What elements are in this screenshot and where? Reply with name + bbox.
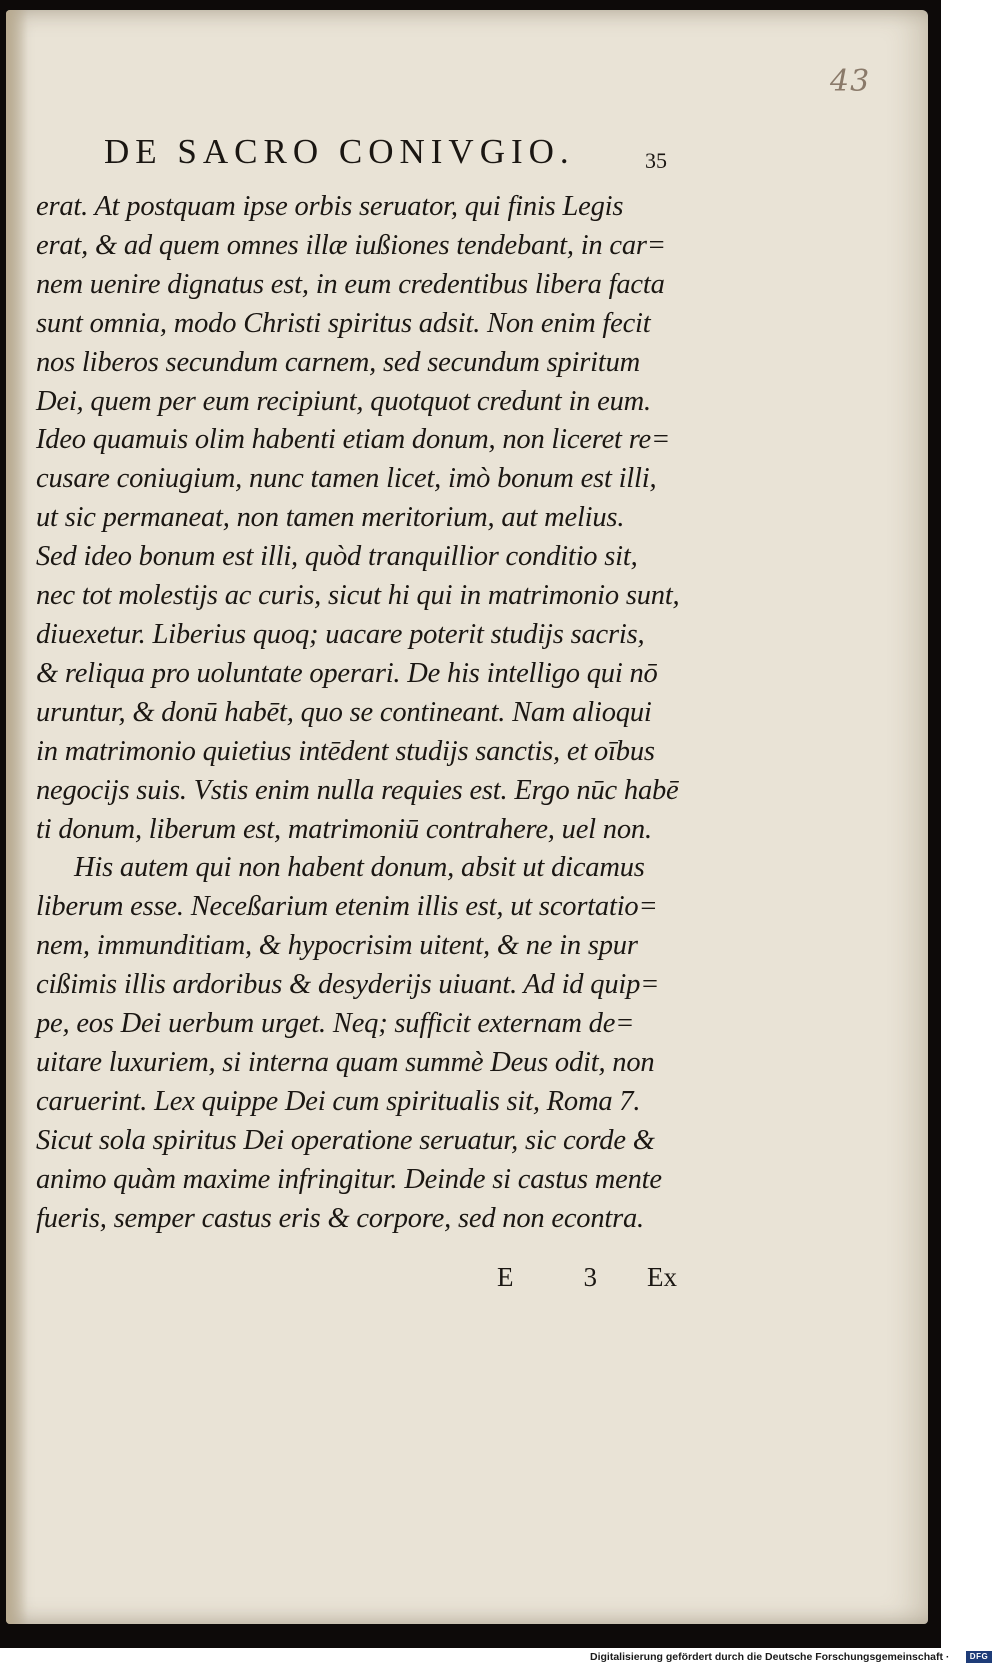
text-line: animo quàm maxime infringitur. Deinde si castus mente: [36, 1163, 662, 1195]
text-line: fueris, semper castus eris & corpore, sed non econtra.: [36, 1202, 644, 1234]
text-line: ut sic permaneat, non tamen meritorium, aut melius.: [36, 502, 625, 534]
catchword: Ex: [647, 1262, 677, 1292]
text-line: Sed ideo bonum est illi, quòd tranquillior conditio sit,: [36, 541, 638, 573]
text-line: liberum esse. Neceßarium etenim illis est, ut scortatio=: [36, 891, 658, 923]
text-line-paragraph-start: His autem qui non habent donum, absit ut dicamus: [74, 852, 645, 884]
text-line: cißimis illis ardoribus & desyderijs uiuant. Ad id quip=: [36, 969, 660, 1001]
text-line: & reliqua pro uoluntate operari. De his intelligo qui nō: [36, 657, 658, 689]
signature-letter: E: [497, 1262, 514, 1292]
text-line: uitare luxuriem, si interna quam summè Deus odit, non: [36, 1046, 655, 1078]
page-number: 35: [645, 148, 667, 173]
body-text: [36, 188, 680, 1238]
text-line: erat, & ad quem omnes illæ iußiones tendebant, in car=: [36, 229, 666, 261]
text-line: caruerint. Lex quippe Dei cum spiritualis sit, Roma 7.: [36, 1085, 641, 1117]
running-head: DE SACRO CONIVGIO.: [104, 132, 575, 171]
text-line: erat. At postquam ipse orbis seruator, qui finis Legis: [36, 191, 624, 222]
text-line: sunt omnia, modo Christi spiritus adsit. Non enim fecit: [36, 307, 651, 339]
text-line: nos liberos secundum carnem, sed secundum spiritum: [36, 346, 641, 378]
text-line: nec tot molestijs ac curis, sicut hi qui in matrimonio sunt,: [36, 580, 680, 612]
text-line: uruntur, & donū habēt, quo se contineant. Nam alioqui: [36, 696, 652, 728]
text-line: diuexetur. Liberius quoq; uacare poterit studijs sacris,: [36, 618, 645, 650]
text-line: nem, immunditiam, & hypocrisim uitent, & ne in spur: [36, 930, 638, 962]
handwritten-folio-number: 43: [830, 64, 871, 99]
page-gutter-shadow: [6, 10, 28, 1624]
text-line: negocijs suis. Vstis enim nulla requies est. Ergo nūc habē: [36, 774, 679, 806]
text-line: nem uenire dignatus est, in eum credentibus libera facta: [36, 268, 665, 300]
digitization-credit: Digitalisierung gefördert durch die Deutsche Forschungsgemeinschaft ·: [590, 1651, 950, 1663]
text-line: cusare coniugium, nunc tamen licet, imò bonum est illi,: [36, 463, 657, 495]
dfg-logo: DFG: [966, 1651, 992, 1663]
text-line: pe, eos Dei uerbum urget. Neq; sufficit externam de=: [36, 1008, 635, 1040]
text-line: ti donum, liberum est, matrimoniū contrahere, uel non.: [36, 813, 652, 845]
text-line: Sicut sola spiritus Dei operatione seruatur, sic corde &: [36, 1124, 655, 1156]
text-line: in matrimonio quietius intēdent studijs sanctis, et oībus: [36, 735, 655, 767]
signature-number: 3: [583, 1262, 597, 1292]
text-line: Ideo quamuis olim habenti etiam donum, non liceret re=: [36, 424, 671, 456]
text-line: Dei, quem per eum recipiunt, quotquot credunt in eum.: [36, 385, 651, 417]
signature-line: [497, 1262, 677, 1293]
